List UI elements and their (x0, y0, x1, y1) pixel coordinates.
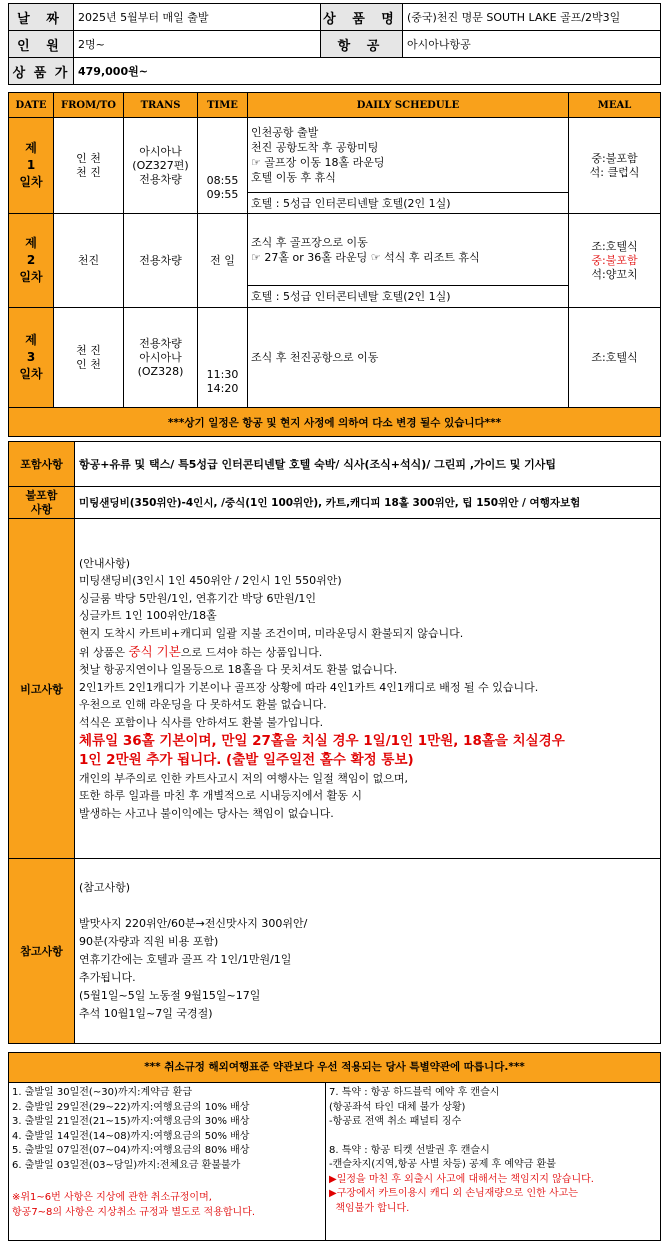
reference-label: 참고사항 (9, 859, 75, 1044)
day-1-meals: 중:불포함 석: 클럽식 (569, 118, 661, 214)
day-3-trans: 전용차량 아시아나 (OZ328) (124, 308, 198, 408)
included-text: 항공+유류 및 택스/ 특5성급 인터콘티넨탈 호텔 숙박/ 식사(조식+석식)/ 그린피 ,가이드 및 기사팁 (75, 442, 661, 487)
col-schedule: DAILY SCHEDULE (248, 93, 569, 118)
product-label: 상 품 명 (321, 4, 403, 31)
day-2-trans: 전용차량 (124, 214, 198, 308)
day-3-time: 11:30 14:20 (198, 308, 248, 408)
airline-label: 항 공 (321, 31, 403, 58)
day-1-time: 08:55 09:55 (198, 118, 248, 214)
date-label: 날 짜 (9, 4, 74, 31)
schedule-notice: ***상기 일정은 항공 및 현지 사정에 의하여 다소 변경 될수 있습니다*** (9, 408, 661, 437)
cancellation-left: 1. 출발일 30일전(~30)까지:계약금 환급 2. 출발일 29일전(29~22)까지:여행요금의 10% 배상 3. 출발일 21일전(21~15)까지:여행요금의 30% 배상 4. 출발일 14일전(14~08)까지:여행요금의 50% 배상 5. 출발일 07일전(07~04)까지:여행요금의 80% 배상 6. 출발일 03일전(03~당일)까지:전체요금 환불불가 ※위1~6번 사항은 지상에 관한 취소규정이며, 항공7~8의 사항은 지상취소 규정과 별도로 적용합니다. (9, 1083, 326, 1241)
col-time: TIME (198, 93, 248, 118)
cancellation-title: *** 취소규정 해외여행표준 약관보다 우선 적용되는 당사 특별약관에 따릅니다.*** (9, 1053, 661, 1083)
date-value: 2025년 5월부터 매일 출발 (74, 4, 321, 31)
day-2-fromto: 천진 (54, 214, 124, 308)
day-1: 제 1 일차 (9, 118, 54, 214)
info-table (8, 441, 661, 1044)
schedule-table (8, 92, 661, 437)
excluded-text: 미팅샌딩비(350위안)-4인시, /중식(1인 100위안), 카트,캐디피 18홀 300위안, 팁 150위안 / 여행자보험 (75, 487, 661, 519)
day-3-activities: 조식 후 천진공항으로 이동 (248, 308, 569, 408)
col-trans: TRANS (124, 93, 198, 118)
col-fromto: FROM/TO (54, 93, 124, 118)
remarks-text: (안내사항) 미팅샌딩비(3인시 1인 450위안 / 2인시 1인 550위안) 싱글룸 박당 5만원/1인, 연휴기간 박당 6만원/1인 싱글카트 1인 100위안/18홀 현지 도착시 카트비+캐디피 일괄 지불 조건이며, 미라운딩시 환불되지 않습니다. 위 상품은 중식 기본으로 드셔야 하는 상품입니다. 첫날 항공지연이나 일몰등으로 18홀을 다 못치셔도 환불 없습니다. 2인1카트 2인1캐디가 기본이나 골프장 상황에 따라 4인1카트 4인1캐디로 배정 될 수 있습니다. 우천으로 인해 라운딩을 다 못하셔도 환불 없습니다. 석식은 포함이나 식사를 안하셔도 환불 불가입니다. 체류일 36홀 기본이며, 만일 27홀을 치실 경우 1일/1인 1만원, 18홀을 치실경우 1인 2만원 추가 됩니다. (출발 일주일전 홀수 확정 통보) 개인의 부주의로 인한 카트사고시 저의 여행사는 일절 책임이 없으며, 또한 하루 일과를 마친 후 개별적으로 시내등지에서 활동 시 발생하는 사고나 불이익에는 당사는 책임이 없습니다. (75, 519, 661, 859)
cancellation-table (8, 1052, 661, 1241)
col-date: DATE (9, 93, 54, 118)
day-3: 제 3 일차 (9, 308, 54, 408)
reference-text: (참고사항) 발맛사지 220위안/60분→전신맛사지 300위안/ 90분(자량과 직원 비용 포함) 연휴기간에는 호텔과 골프 각 1인/1만원/1일 추가됩니다. (5월1일~5일 노동절 9월15일~17일 추석 10월1일~7일 국경절) (75, 859, 661, 1044)
people-value: 2명~ (74, 31, 321, 58)
people-label: 인 원 (9, 31, 74, 58)
day-2-time: 전 일 (198, 214, 248, 308)
day-2-meals: 조:호텔식 중:불포함 석:양꼬치 (569, 214, 661, 308)
included-label: 포함사항 (9, 442, 75, 487)
price-label: 상 품 가 (9, 58, 74, 85)
remarks-label: 비고사항 (9, 519, 75, 859)
cancellation-right: 7. 특약 : 항공 하드블럭 예약 후 캔슬시 (항공좌석 타인 대체 불가 상황) -항공료 전액 취소 패널티 징수 8. 특약 : 항공 티켓 선발권 후 캔슬시 -캔슬차지(지역,항공 사별 차등) 공제 후 예약금 환불 ▶일정을 마친 후 외출시 사고에 대해서는 책임지지 않습니다. ▶구장에서 카트이용시 캐디 외 손님재량으로 인한 사고는 책임불가 합니다. (326, 1083, 661, 1241)
day-2: 제 2 일차 (9, 214, 54, 308)
day-1-fromto: 인 천 천 진 (54, 118, 124, 214)
airline-value: 아시아나항공 (403, 31, 661, 58)
col-meal: MEAL (569, 93, 661, 118)
day-3-fromto: 천 진 인 천 (54, 308, 124, 408)
excluded-label: 불포함 사항 (9, 487, 75, 519)
day-2-activities: 조식 후 골프장으로 이동 ☞ 27홀 or 36홀 라운딩 ☞ 석식 후 리조트 휴식 (248, 214, 569, 286)
product-value: (중국)천진 명문 SOUTH LAKE 골프/2박3일 (403, 4, 661, 31)
day-1-trans: 아시아나 (OZ327편) 전용차량 (124, 118, 198, 214)
day-1-activities: 인천공항 출발 천진 공항도착 후 공항미팅 ☞ 골프장 이동 18홀 라운딩 호텔 이동 후 휴식 (248, 118, 569, 193)
day-1-hotel: 호텔 : 5성급 인터콘티넨탈 호텔(2인 1실) (248, 193, 569, 214)
day-2-hotel: 호텔 : 5성급 인터콘티넨탈 호텔(2인 1실) (248, 286, 569, 308)
price-value: 479,000원~ (74, 58, 661, 85)
day-3-meals: 조:호텔식 (569, 308, 661, 408)
header-table (8, 3, 661, 85)
